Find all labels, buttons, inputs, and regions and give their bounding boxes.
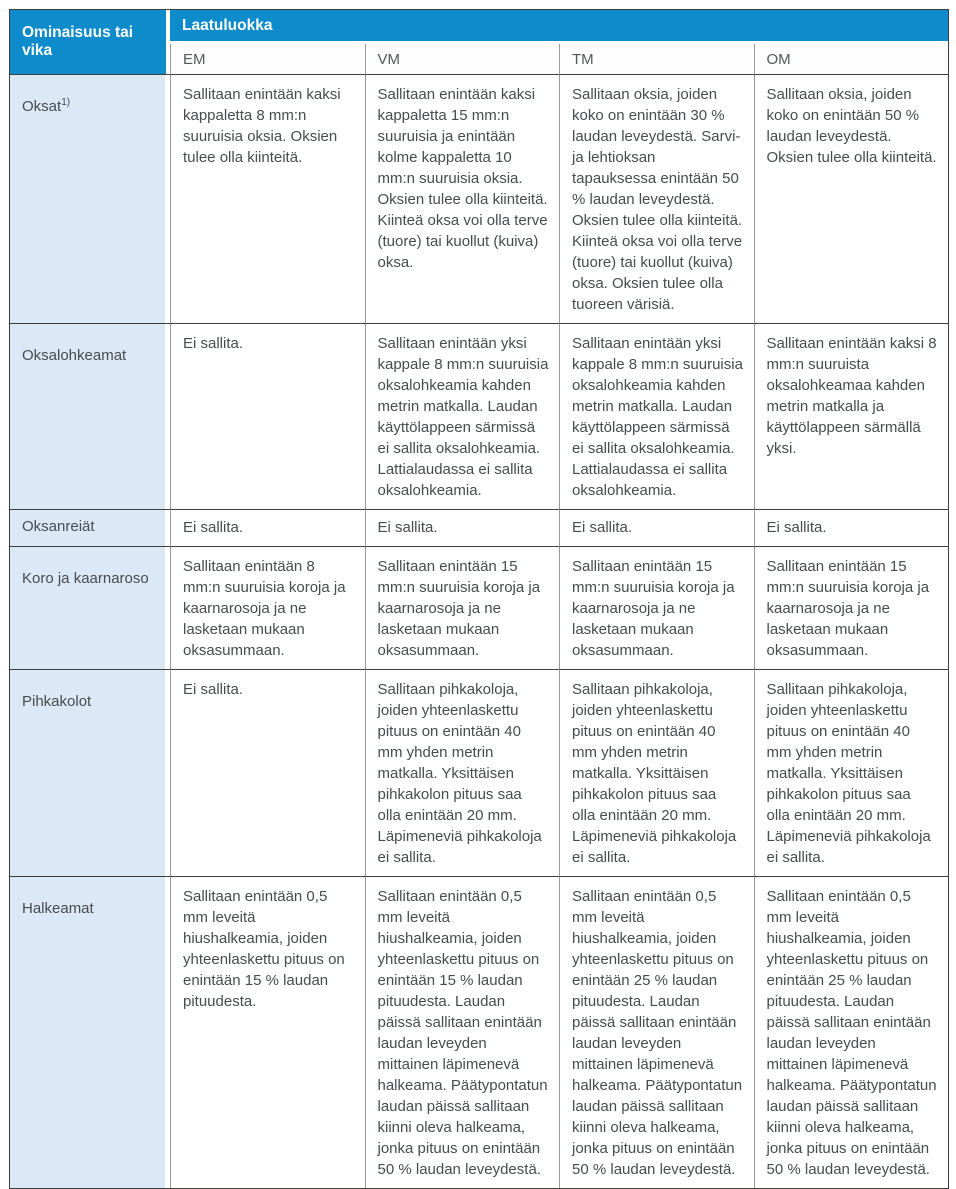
quality-grade-table (9, 9, 949, 1189)
cell-halkeamat-tm: Sallitaan enintään 0,5 mm leveitä hiushalkeamia, joiden yhteenlaskettu pituus on enintään 25 % laudan pituudesta. Laudan päissä sallitaan enintään laudan leveyden mittainen läpimenevä halkeama. Päätypontatun laudan päissä sallitaan kiinni oleva halkeama, jonka pituus on enintään 50 % laudan leveydestä. (559, 877, 754, 1188)
cell-halkeamat-em: Sallitaan enintään 0,5 mm leveitä hiushalkeamia, joiden yhteenlaskettu pituus on enintään 15 % laudan pituudesta. (170, 877, 365, 1188)
cell-pihkakolot-vm: Sallitaan pihkakoloja, joiden yhteenlaskettu pituus on enintään 40 mm yhden metrin matkalla. Yksittäisen pihkakolon pituus saa olla enintään 20 mm. Läpimeneviä pihkakoloja ei sallita. (365, 670, 560, 877)
table-row-oksanreiat (10, 510, 948, 547)
table-row-oksat (10, 75, 948, 324)
cell-pihkakolot-em: Ei sallita. (170, 670, 365, 877)
column-header-vm: VM (365, 44, 560, 75)
row-label-halkeamat: Halkeamat (10, 877, 170, 1188)
row-label-oksat (10, 75, 170, 324)
table-row-pihkakolot (10, 670, 948, 877)
cell-oksat-om: Sallitaan oksia, joiden koko on enintään 50 % laudan leveydestä. Oksien tulee olla kiinteitä. (754, 75, 949, 324)
cell-koro-em: Sallitaan enintään 8 mm:n suuruisia koroja ja kaarnarosoja ja ne lasketaan mukaan oksasummaan. (170, 547, 365, 670)
corner-header-label: Ominaisuus tai vika (22, 24, 134, 59)
cell-oksalohkeamat-tm: Sallitaan enintään yksi kappale 8 mm:n suuruisia oksalohkeamia kahden metrin matkalla. Laudan käyttölappeen särmissä ei sallita oksalohkeamia. Lattialaudassa ei sallita oksalohkeamia. (559, 324, 754, 510)
cell-oksat-em: Sallitaan enintään kaksi kappaletta 8 mm:n suuruisia oksia. Oksien tulee olla kiinteitä. (170, 75, 365, 324)
row-label-oksalohkeamat: Oksalohkeamat (10, 324, 170, 510)
column-header-om: OM (754, 44, 949, 75)
cell-oksat-vm: Sallitaan enintään kaksi kappaletta 15 mm:n suuruisia ja enintään kolme kappaletta 10 mm:n suuruisia oksia. Oksien tulee olla kiinteitä. Kiinteä oksa voi olla terve (tuore) tai kuollut (kuiva) oksa. (365, 75, 560, 324)
row-label-pihkakolot: Pihkakolot (10, 670, 170, 877)
cell-koro-om: Sallitaan enintään 15 mm:n suuruisia koroja ja kaarnarosoja ja ne lasketaan mukaan oksasummaan. (754, 547, 949, 670)
cell-halkeamat-om: Sallitaan enintään 0,5 mm leveitä hiushalkeamia, joiden yhteenlaskettu pituus on enintään 25 % laudan pituudesta. Laudan päissä sallitaan enintään laudan leveyden mittainen läpimenevä halkeama. Päätypontatun laudan päissä sallitaan kiinni oleva halkeama, jonka pituus on enintään 50 % laudan leveydestä. (754, 877, 949, 1188)
table-row-halkeamat (10, 877, 948, 1188)
cell-oksanreiat-em: Ei sallita. (170, 510, 365, 547)
cell-pihkakolot-om: Sallitaan pihkakoloja, joiden yhteenlaskettu pituus on enintään 40 mm yhden metrin matkalla. Yksittäisen pihkakolon pituus saa olla enintään 20 mm. Läpimeneviä pihkakoloja ei sallita. (754, 670, 949, 877)
cell-oksanreiat-vm: Ei sallita. (365, 510, 560, 547)
cell-koro-vm: Sallitaan enintään 15 mm:n suuruisia koroja ja kaarnarosoja ja ne lasketaan mukaan oksasummaan. (365, 547, 560, 670)
column-header-tm: TM (559, 44, 754, 75)
cell-oksanreiat-om: Ei sallita. (754, 510, 949, 547)
corner-header (10, 10, 170, 75)
cell-oksanreiat-tm: Ei sallita. (559, 510, 754, 547)
footnote-marker: 1) (61, 97, 71, 108)
cell-oksalohkeamat-em: Ei sallita. (170, 324, 365, 510)
cell-oksalohkeamat-vm: Sallitaan enintään yksi kappale 8 mm:n suuruisia oksalohkeamia kahden metrin matkalla. Laudan käyttölappeen särmissä ei sallita oksalohkeamia. Lattialaudassa ei sallita oksalohkeamia. (365, 324, 560, 510)
cell-oksat-tm: Sallitaan oksia, joiden koko on enintään 30 % laudan leveydestä. Sarvi- ja lehtioksan tapauksessa enintään 50 % laudan leveydestä. Oksien tulee olla kiinteitä. Kiinteä oksa voi olla terve (tuore) tai kuollut (kuiva) oksa. Oksien tulee olla tuoreen värisiä. (559, 75, 754, 324)
row-label-text: Oksat (22, 98, 62, 115)
group-header-label: Laatuluokka (182, 16, 273, 34)
table-row-oksalohkeamat (10, 324, 948, 510)
group-header (170, 10, 948, 44)
cell-pihkakolot-tm: Sallitaan pihkakoloja, joiden yhteenlaskettu pituus on enintään 40 mm yhden metrin matkalla. Yksittäisen pihkakolon pituus saa olla enintään 20 mm. Läpimeneviä pihkakoloja ei sallita. (559, 670, 754, 877)
row-label-oksanreiat: Oksanreiät (10, 510, 170, 547)
row-label-koro: Koro ja kaarnaroso (10, 547, 170, 670)
cell-koro-tm: Sallitaan enintään 15 mm:n suuruisia koroja ja kaarnarosoja ja ne lasketaan mukaan oksasummaan. (559, 547, 754, 670)
header-group-row (10, 10, 948, 44)
table-row-koro (10, 547, 948, 670)
wood-grading-table (10, 10, 948, 1188)
cell-halkeamat-vm: Sallitaan enintään 0,5 mm leveitä hiushalkeamia, joiden yhteenlaskettu pituus on enintään 15 % laudan pituudesta. Laudan päissä sallitaan enintään laudan leveyden mittainen läpimenevä halkeama. Päätypontatun laudan päissä sallitaan kiinni oleva halkeama, jonka pituus on enintään 50 % laudan leveydestä. (365, 877, 560, 1188)
column-header-em: EM (170, 44, 365, 75)
cell-oksalohkeamat-om: Sallitaan enintään kaksi 8 mm:n suuruista oksalohkeamaa kahden metrin matkalla ja käyttölappeen särmällä yksi. (754, 324, 949, 510)
